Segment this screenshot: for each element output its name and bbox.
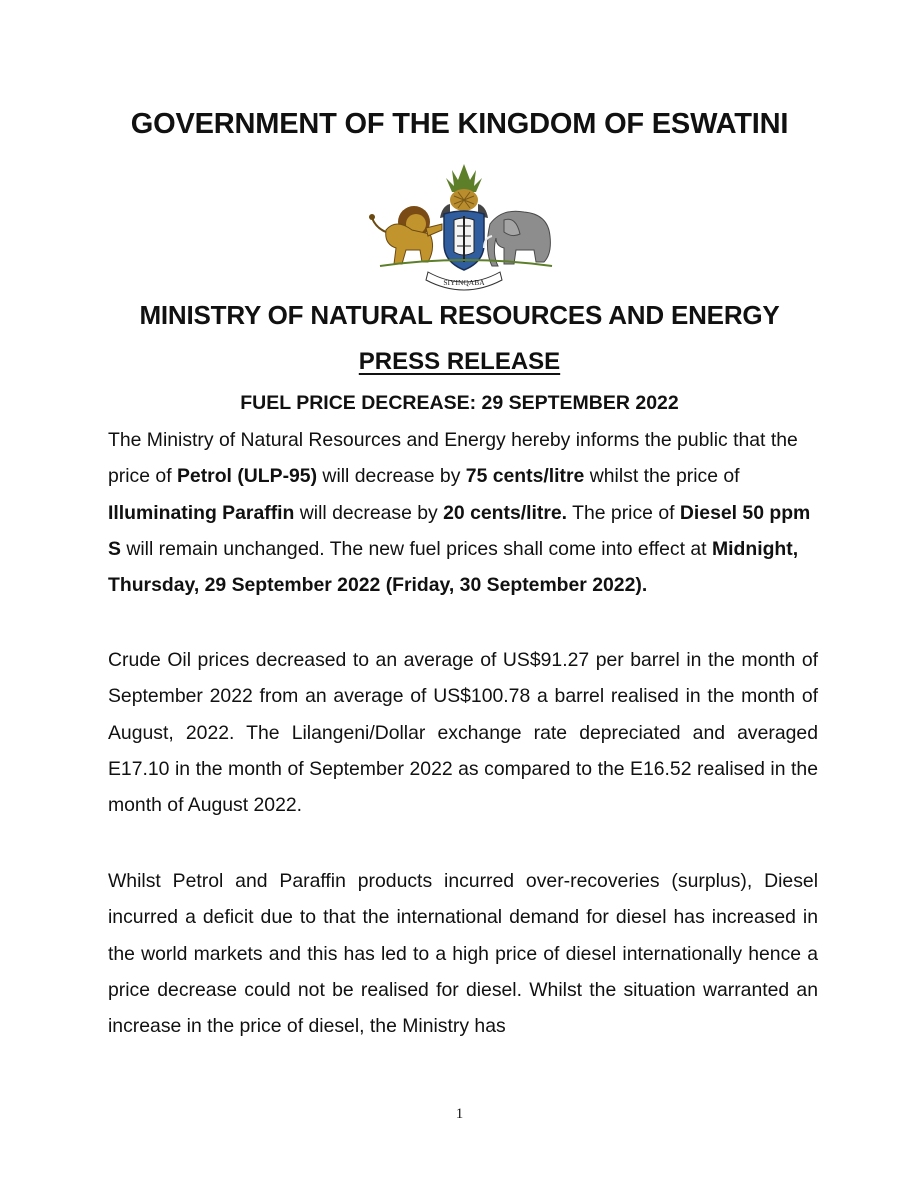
p1-paraffin: Illuminating Paraffin <box>108 501 295 524</box>
p1-petrol: Petrol (ULP-95) <box>176 465 318 488</box>
subject-heading: FUEL PRICE DECREASE: 29 SEPTEMBER 2022 <box>240 392 679 414</box>
motto-text: SIYINQABA <box>443 278 485 287</box>
p1-petrol-decrease: 75 cents/litre <box>465 465 585 488</box>
p1-text: will decrease by <box>317 465 466 488</box>
p1-effective-date: Midnight, Thursday, 29 September 2022 (Friday, 30 September 2022). <box>108 537 799 597</box>
paragraph-3: Whilst Petrol and Paraffin products incurred over-recoveries (surplus), Diesel incurred a deficit due to that the international demand for diesel has increased in the world markets and this has led to a high price of diesel internationally hence a price decrease could not be realised for diesel. Whilst the situation warranted an increase in the price of diesel, the Ministry has <box>108 870 818 1038</box>
p1-paraffin-decrease: 20 cents/litre. <box>443 501 568 524</box>
paragraph-1 <box>108 422 818 603</box>
pineapple-crest <box>446 164 482 211</box>
p1-text: will decrease by <box>294 501 444 524</box>
p1-diesel: Diesel 50 ppm S <box>108 501 811 560</box>
elephant-supporter <box>484 211 550 266</box>
press-release-heading <box>0 348 919 376</box>
government-title: GOVERNMENT OF THE KINGDOM OF ESWATINI <box>130 108 789 140</box>
motto-ribbon <box>426 272 502 290</box>
p1-text: whilst the price of <box>584 465 740 488</box>
paragraph-2: Crude Oil prices decreased to an average of US$91.27 per barrel in the month of September 2022 from an average of US$100.78 a barrel realised in the month of August, 2022. The Lilangeni/Dollar exchange rate depreciated and averaged E17.10 in the month of September 2022 as compared to the E16.52 realised in the month of August 2022. <box>108 649 818 817</box>
p1-text: will remain unchanged. The new fuel prices shall come into effect at <box>120 537 712 560</box>
p1-text: The price of <box>567 501 680 524</box>
lion-supporter <box>369 206 442 264</box>
page-number: 1 <box>455 1106 464 1122</box>
ministry-title: MINISTRY OF NATURAL RESOURCES AND ENERGY <box>139 300 780 330</box>
coat-of-arms-icon <box>366 158 562 296</box>
press-release-label: PRESS RELEASE <box>358 348 561 375</box>
p1-text: The Ministry of Natural Resources and Energy hereby informs the public that the price of <box>108 429 798 488</box>
